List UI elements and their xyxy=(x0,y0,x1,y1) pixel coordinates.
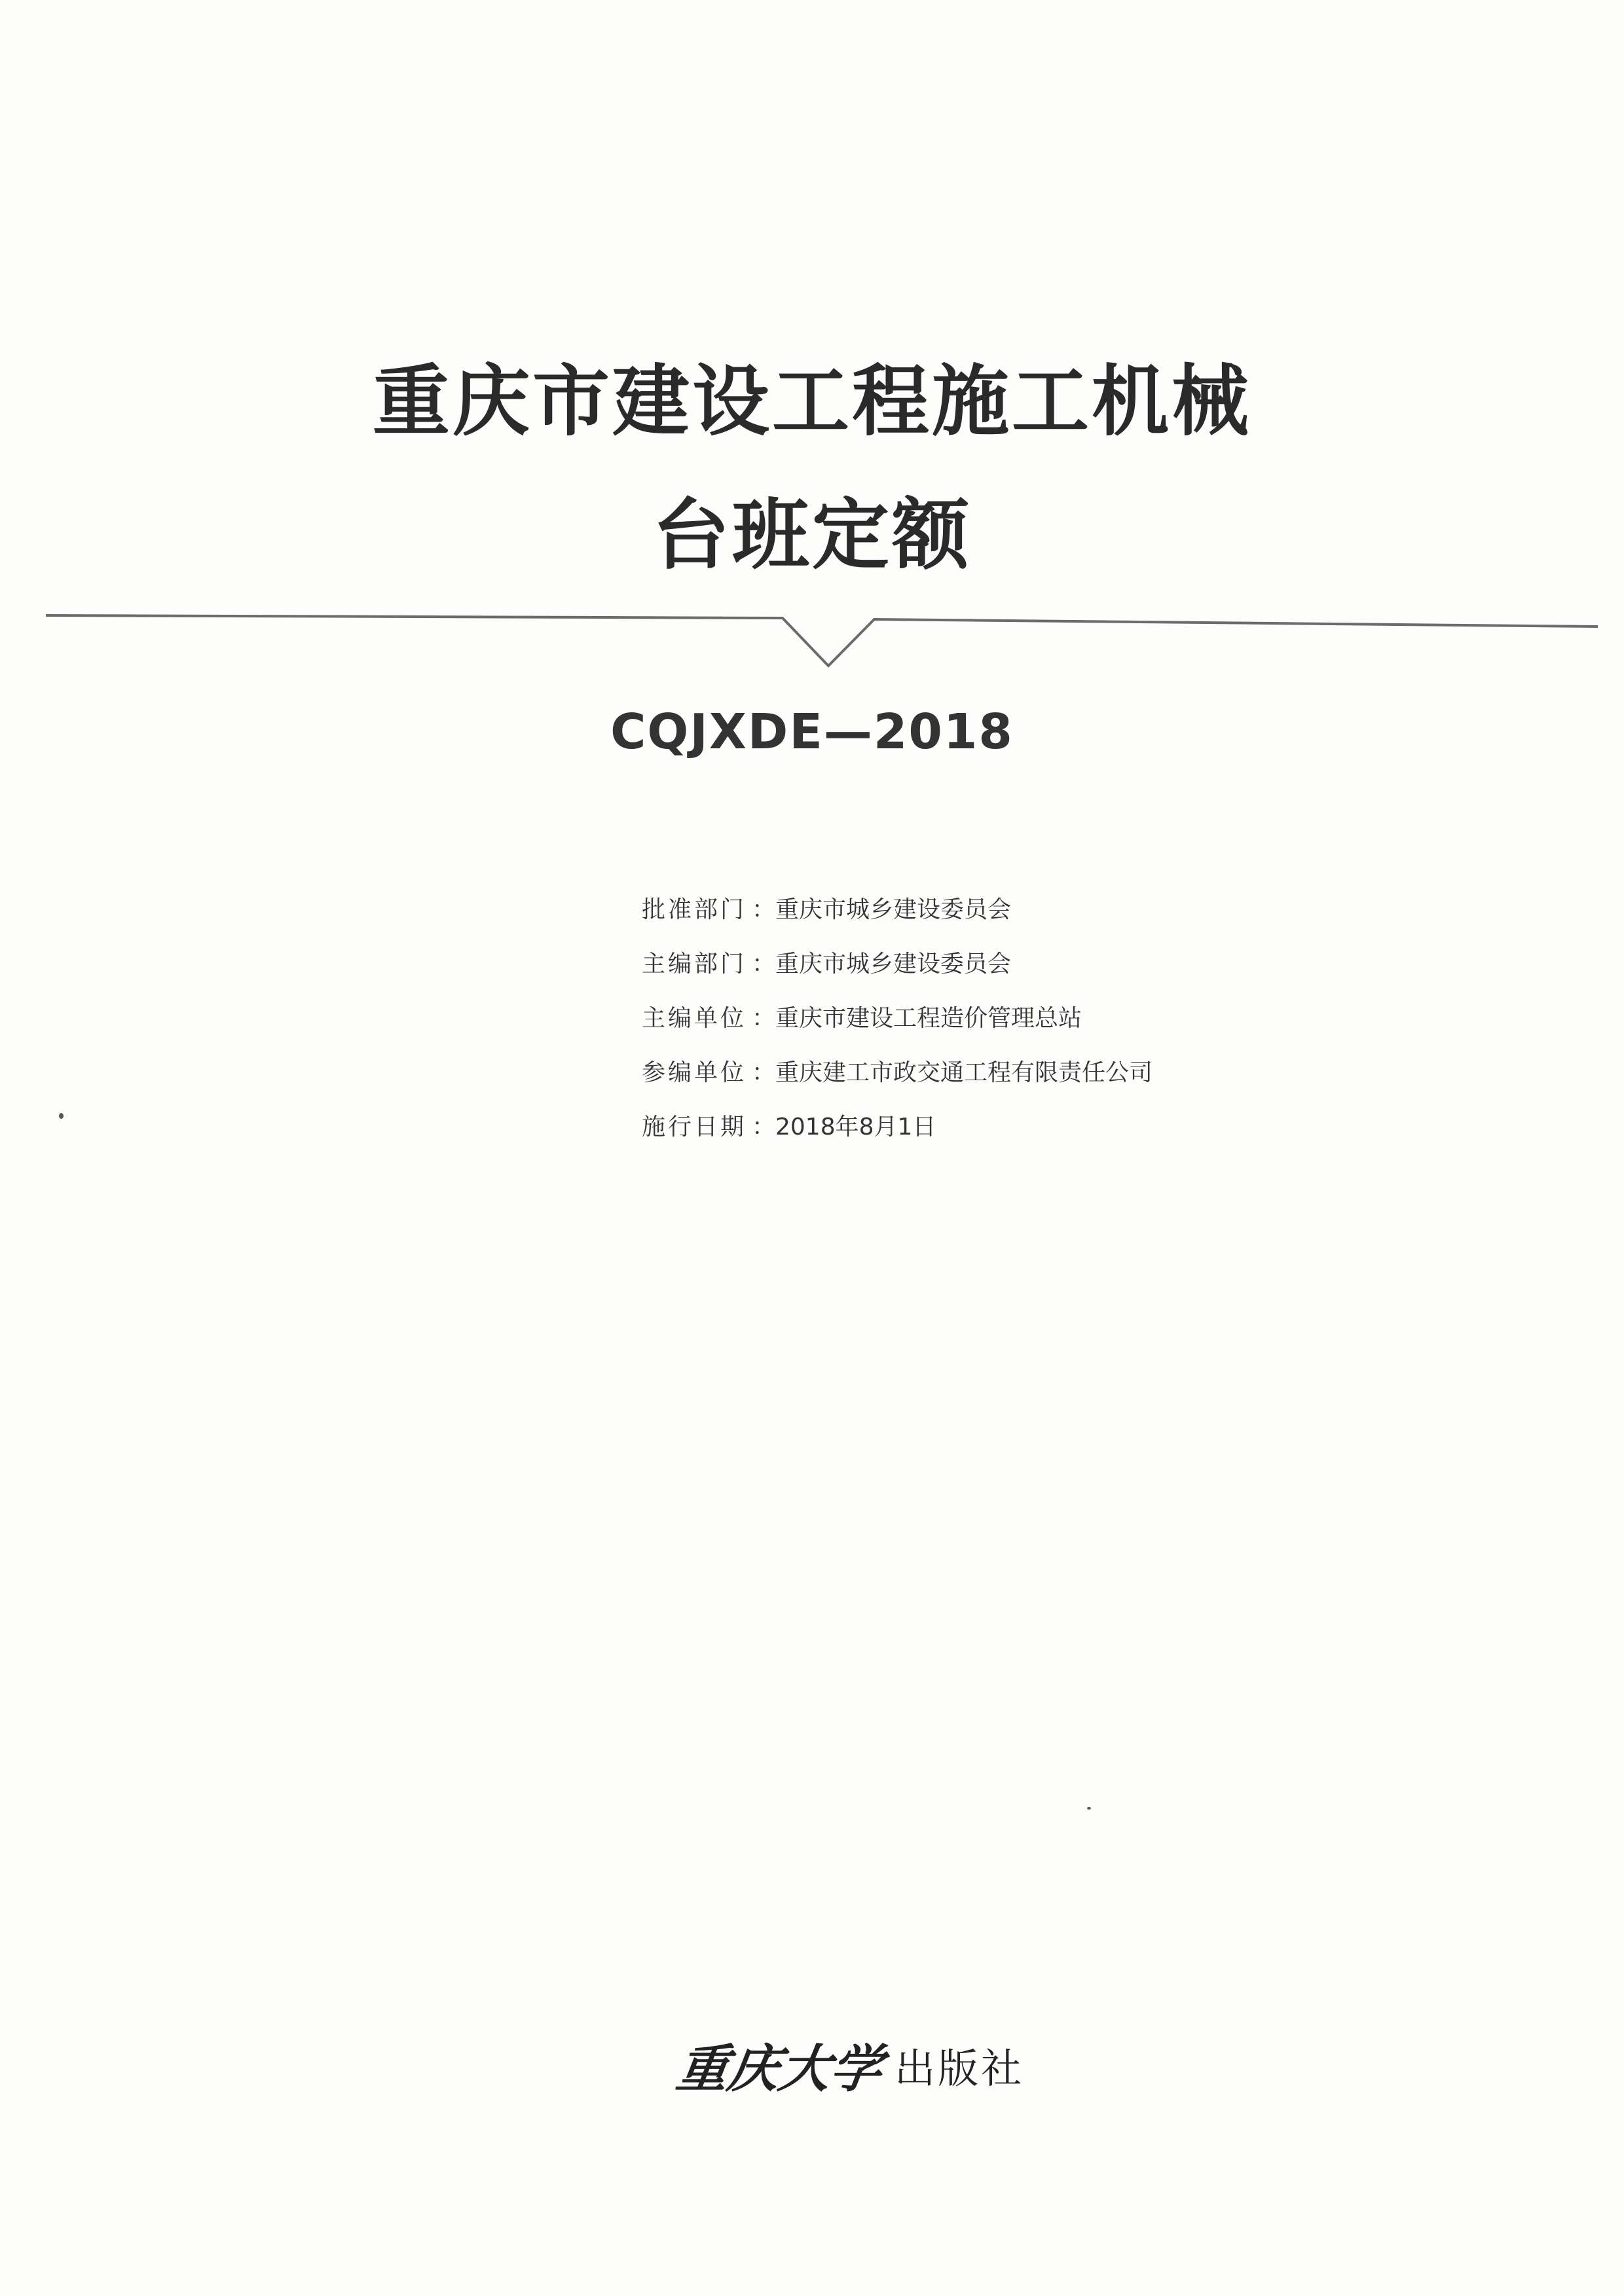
title-line-1: 重庆市建设工程施工机械 xyxy=(372,356,1251,446)
info-row-effective-date xyxy=(642,1100,1153,1154)
info-separator: ： xyxy=(752,1059,776,1086)
info-row-chief-department xyxy=(642,937,1153,991)
info-label: 施行日期 xyxy=(642,1114,747,1140)
scan-speck xyxy=(59,1113,64,1119)
publisher-logo: 重庆大学 xyxy=(673,2039,886,2099)
info-value: 重庆市城乡建设委员会 xyxy=(775,896,1012,923)
info-value: 重庆建工市政交通工程有限责任公司 xyxy=(775,1059,1153,1086)
info-separator: ： xyxy=(752,1005,776,1032)
info-value: 2018年8月1日 xyxy=(775,1114,936,1140)
info-separator: ： xyxy=(752,896,776,923)
info-value: 重庆市城乡建设委员会 xyxy=(775,951,1012,977)
publisher-name: 出版社 xyxy=(895,2044,1025,2092)
title-line-2: 台班定额 xyxy=(652,490,972,580)
title-divider xyxy=(0,0,1624,720)
info-row-participating-unit xyxy=(642,1046,1153,1100)
publisher xyxy=(673,2028,1025,2107)
info-row-chief-unit xyxy=(642,991,1153,1046)
info-separator: ： xyxy=(752,1114,776,1140)
info-label: 主编部门 xyxy=(642,951,747,977)
info-separator: ： xyxy=(752,951,776,977)
divider-line-with-notch xyxy=(46,615,1598,666)
scan-speck xyxy=(1087,1807,1091,1810)
info-block xyxy=(642,883,1153,1154)
info-label: 参编单位 xyxy=(642,1059,747,1086)
standard-code: CQJXDE—2018 xyxy=(610,704,1014,760)
info-row-approval xyxy=(642,883,1153,937)
info-label: 批准部门 xyxy=(642,896,747,923)
info-value: 重庆市建设工程造价管理总站 xyxy=(775,1005,1082,1032)
info-label: 主编单位 xyxy=(642,1005,747,1032)
